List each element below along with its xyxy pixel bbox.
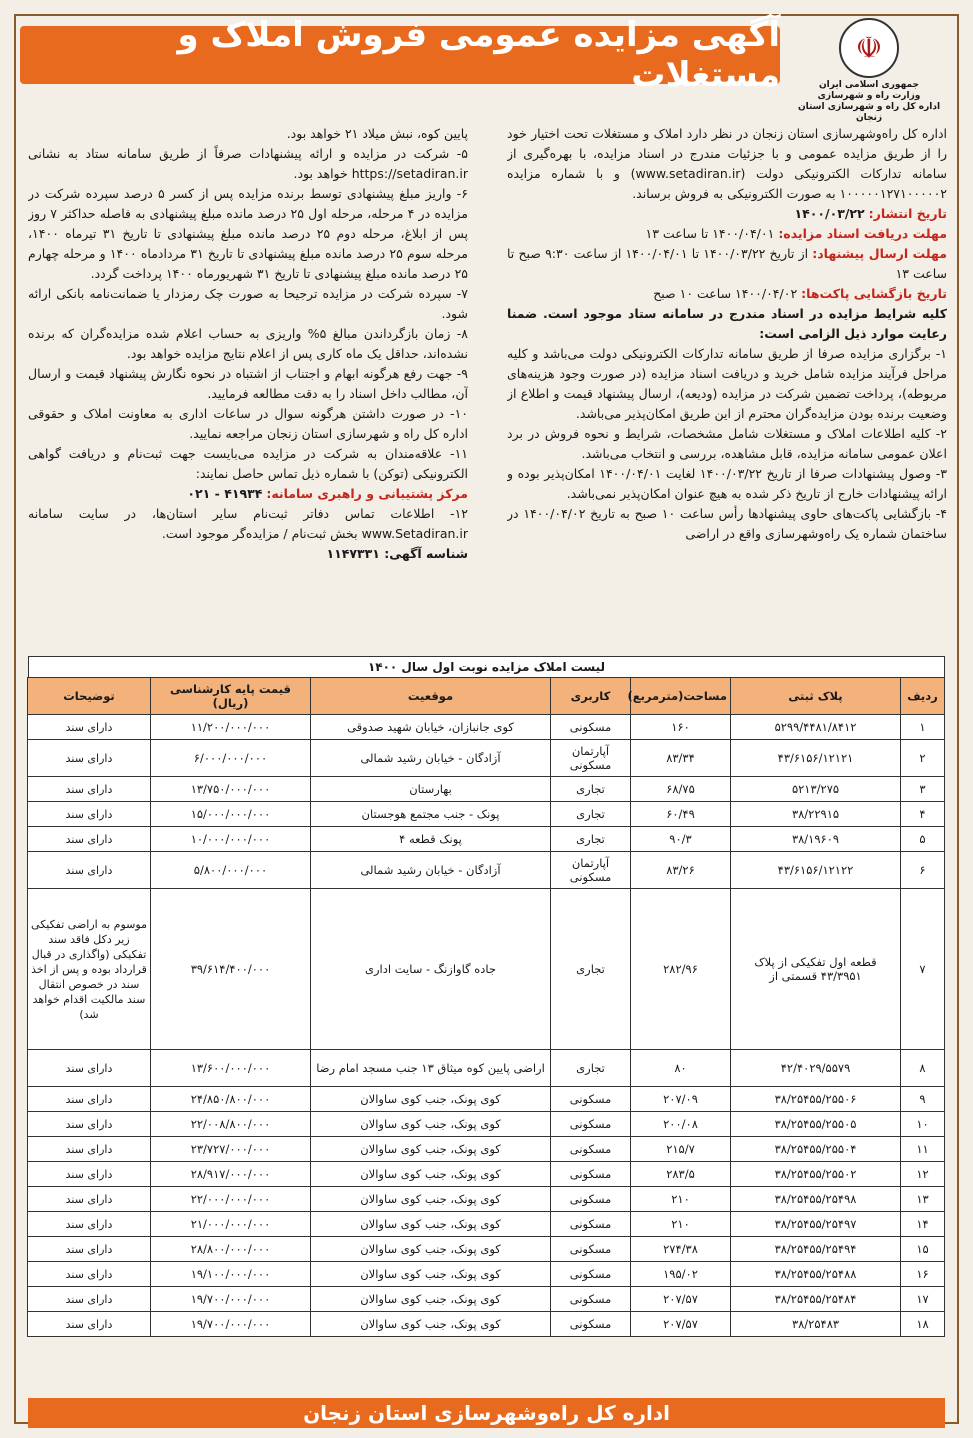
- column-header: توضیحات: [28, 678, 151, 715]
- right-column: [507, 124, 947, 644]
- table-cell: کوی پونک، جنب کوی ساوالان: [311, 1287, 551, 1312]
- table-cell: تجاری: [551, 802, 631, 827]
- org-line-3: اداره کل راه و شهرسازی استان زنجان: [797, 102, 941, 123]
- table-cell: ۹۰/۳: [631, 827, 731, 852]
- table-cell: ۴: [901, 802, 945, 827]
- table-row: [28, 1112, 945, 1137]
- table-cell: اراضی پایین کوه میثاق ۱۳ جنب مسجد امام رضا: [311, 1050, 551, 1087]
- table-cell: دارای سند: [28, 1162, 151, 1187]
- table-cell: مسکونی: [551, 1087, 631, 1112]
- table-cell: ۱۰: [901, 1112, 945, 1137]
- table-cell: ۲۷۴/۳۸: [631, 1237, 731, 1262]
- ad-header: [20, 15, 953, 123]
- table-cell: پونک - جنب مجتمع هوجستان: [311, 802, 551, 827]
- table-cell: ۳۸/۲۵۴۵۵/۲۵۵۰۶: [731, 1087, 901, 1112]
- table-cell: ۱۳/۷۵۰/۰۰۰/۰۰۰: [151, 777, 311, 802]
- left-column: [28, 124, 468, 644]
- column-header: قیمت پایه کارشناسی (ریال): [151, 678, 311, 715]
- table-cell: مسکونی: [551, 1287, 631, 1312]
- docs-deadline-label: مهلت دریافت اسناد مزایده:: [778, 226, 947, 241]
- table-cell: ۲۸/۸۰۰/۰۰۰/۰۰۰: [151, 1237, 311, 1262]
- table-cell: دارای سند: [28, 1087, 151, 1112]
- table-cell: مسکونی: [551, 1137, 631, 1162]
- table-cell: موسوم به اراضی تفکیکی زیر دکل فاقد سند تفکیکی (واگذاری در قبال قرارداد بوده و پس از اخذ سند در خصوص انتقال سند مالکیت اقدام خواهد شد): [28, 889, 151, 1050]
- table-cell: ۶۸/۷۵: [631, 777, 731, 802]
- opening-date: [507, 284, 947, 304]
- table-cell: ۱۳/۶۰۰/۰۰۰/۰۰۰: [151, 1050, 311, 1087]
- properties-table: [27, 677, 945, 1337]
- properties-table-wrap: [28, 656, 945, 1337]
- table-cell: ۳۸/۲۵۴۵۵/۲۵۵۰۲: [731, 1162, 901, 1187]
- table-cell: مسکونی: [551, 1237, 631, 1262]
- table-cell: ۲۰۷/۵۷: [631, 1287, 731, 1312]
- table-cell: کوی پونک، جنب کوی ساوالان: [311, 1087, 551, 1112]
- support-center: [28, 484, 468, 504]
- condition-item-12: ۱۲- اطلاعات تماس دفاتر ثبت‌نام سایر استان‌ها، در سایت سامانه www.Setadiran.ir بخش ثبت‌نام / مزایده‌گر موجود است.: [28, 506, 468, 541]
- org-line-1: جمهوری اسلامی ایران: [818, 80, 920, 90]
- table-cell: ۲۰۰/۰۸: [631, 1112, 731, 1137]
- table-cell: دارای سند: [28, 827, 151, 852]
- table-cell: آزادگان - خیابان رشید شمالی: [311, 852, 551, 889]
- condition-item-4-continued: پایین کوه، نبش میلاد ۲۱ خواهد بود.: [286, 126, 468, 141]
- table-cell: تجاری: [551, 777, 631, 802]
- table-cell: کوی پونک، جنب کوی ساوالان: [311, 1137, 551, 1162]
- condition-item-9: ۹- جهت رفع هرگونه ابهام و اجتناب از اشتباه در نحوه نگارش پیشنهاد قیمت و ارسال آن، مطالب داخل اسناد را به دقت مطالعه فرمایید.: [28, 366, 468, 401]
- publish-date: [507, 204, 947, 224]
- table-cell: ۳۸/۲۵۴۵۵/۲۵۴۸۸: [731, 1262, 901, 1287]
- table-cell: ۲۲/۰۰۰/۰۰۰/۰۰۰: [151, 1187, 311, 1212]
- table-cell: ۳۸/۲۲۹۱۵: [731, 802, 901, 827]
- footer-bar: اداره کل راه‌وشهرسازی استان زنجان: [28, 1398, 945, 1428]
- table-cell: ۸: [901, 1050, 945, 1087]
- table-cell: مسکونی: [551, 1162, 631, 1187]
- table-cell: ۳۸/۲۵۴۵۵/۲۵۵۰۵: [731, 1112, 901, 1137]
- table-row: [28, 1162, 945, 1187]
- table-row: [28, 852, 945, 889]
- opening-date-label: تاریخ بازگشایی پاکت‌ها:: [801, 286, 947, 301]
- table-row: [28, 777, 945, 802]
- table-cell: ۳۸/۲۵۴۵۵/۲۵۴۹۷: [731, 1212, 901, 1237]
- table-cell: ۱۹/۱۰۰/۰۰۰/۰۰۰: [151, 1262, 311, 1287]
- table-row: [28, 1087, 945, 1112]
- table-cell: قطعه اول تفکیکی از پلاک ۴۳/۳۹۵۱ قسمتی از: [731, 889, 901, 1050]
- table-cell: جاده گاوازنگ - سایت اداری: [311, 889, 551, 1050]
- table-cell: ۲۱۵/۷: [631, 1137, 731, 1162]
- publish-date-label: تاریخ انتشار:: [868, 206, 947, 221]
- condition-item-5: ۵- شرکت در مزایده و ارائه پیشنهادات صرفاً از طریق سامانه ستاد به نشانی https://setadiran.ir خواهد بود.: [28, 146, 468, 181]
- table-cell: ۶/۰۰۰/۰۰۰/۰۰۰: [151, 740, 311, 777]
- table-row: [28, 1287, 945, 1312]
- table-cell: ۵/۸۰۰/۰۰۰/۰۰۰: [151, 852, 311, 889]
- table-cell: ۱۶۰: [631, 715, 731, 740]
- table-cell: ۶۰/۴۹: [631, 802, 731, 827]
- table-row: [28, 827, 945, 852]
- table-cell: ۲۸۳/۵: [631, 1162, 731, 1187]
- table-row: [28, 889, 945, 1050]
- table-row: [28, 802, 945, 827]
- table-cell: ۴۳/۶۱۵۶/۱۲۱۲۲: [731, 852, 901, 889]
- table-cell: ۱۳: [901, 1187, 945, 1212]
- publish-date-value: ۱۴۰۰/۰۳/۲۲: [794, 206, 865, 221]
- table-cell: دارای سند: [28, 1237, 151, 1262]
- table-cell: ۱۱: [901, 1137, 945, 1162]
- table-cell: ۱۰/۰۰۰/۰۰۰/۰۰۰: [151, 827, 311, 852]
- table-cell: ۲: [901, 740, 945, 777]
- send-deadline-value: از تاریخ ۱۴۰۰/۰۳/۲۲ تا ۱۴۰۰/۰۴/۰۱ از ساعت ۹:۳۰ صبح تا ساعت ۱۳: [507, 246, 947, 281]
- table-cell: ۳۹/۶۱۴/۴۰۰/۰۰۰: [151, 889, 311, 1050]
- table-cell: دارای سند: [28, 1262, 151, 1287]
- ad-id: [28, 544, 468, 564]
- table-cell: دارای سند: [28, 1287, 151, 1312]
- table-cell: دارای سند: [28, 852, 151, 889]
- send-deadline: [507, 244, 947, 284]
- table-cell: ۲۱۰: [631, 1187, 731, 1212]
- docs-deadline-value: ۱۴۰۰/۰۴/۰۱ تا ساعت ۱۳: [645, 226, 775, 241]
- table-cell: ۳۸/۲۵۴۸۳: [731, 1312, 901, 1337]
- table-cell: ۲۸۲/۹۶: [631, 889, 731, 1050]
- table-cell: ۴۳/۶۱۵۶/۱۲۱۲۱: [731, 740, 901, 777]
- table-cell: مسکونی: [551, 1112, 631, 1137]
- table-cell: آپارتمان مسکونی: [551, 740, 631, 777]
- table-cell: کوی پونک، جنب کوی ساوالان: [311, 1162, 551, 1187]
- table-cell: ۳۸/۲۵۴۵۵/۲۵۴۹۴: [731, 1237, 901, 1262]
- table-cell: ۱۸: [901, 1312, 945, 1337]
- table-cell: مسکونی: [551, 1262, 631, 1287]
- ad-id-label: شناسه آگهی:: [384, 546, 468, 561]
- table-cell: ۳۸/۲۵۴۵۵/۲۵۴۹۸: [731, 1187, 901, 1212]
- table-cell: کوی پونک، جنب کوی ساوالان: [311, 1237, 551, 1262]
- table-cell: دارای سند: [28, 1212, 151, 1237]
- table-cell: ۲۲/۰۰۸/۸۰۰/۰۰۰: [151, 1112, 311, 1137]
- table-cell: ۱۹/۷۰۰/۰۰۰/۰۰۰: [151, 1287, 311, 1312]
- table-cell: ۵۲۹۹/۴۴۸۱/۸۴۱۲: [731, 715, 901, 740]
- table-cell: ۸۳/۳۴: [631, 740, 731, 777]
- table-cell: ۱۵: [901, 1237, 945, 1262]
- table-cell: ۱: [901, 715, 945, 740]
- table-cell: ۹: [901, 1087, 945, 1112]
- column-header: ردیف: [901, 678, 945, 715]
- column-header: موقعیت: [311, 678, 551, 715]
- ad-id-value: ۱۱۴۷۳۳۱: [326, 546, 380, 561]
- table-cell: ۱۶: [901, 1262, 945, 1287]
- table-caption: لیست املاک مزایده نوبت اول سال ۱۴۰۰: [28, 656, 945, 677]
- table-cell: ۸۳/۲۶: [631, 852, 731, 889]
- org-line-2: وزارت راه و شهرسازی: [817, 91, 921, 101]
- table-cell: ۱۵/۰۰۰/۰۰۰/۰۰۰: [151, 802, 311, 827]
- table-cell: ۱۱/۲۰۰/۰۰۰/۰۰۰: [151, 715, 311, 740]
- table-cell: ۲۱/۰۰۰/۰۰۰/۰۰۰: [151, 1212, 311, 1237]
- support-center-phone: ۴۱۹۳۴ - ۰۲۱: [187, 486, 263, 501]
- table-cell: ۵: [901, 827, 945, 852]
- table-cell: دارای سند: [28, 1112, 151, 1137]
- table-cell: آزادگان - خیابان رشید شمالی: [311, 740, 551, 777]
- column-header: کاربری: [551, 678, 631, 715]
- table-cell: ۲۱۰: [631, 1212, 731, 1237]
- table-cell: ۱۹۵/۰۲: [631, 1262, 731, 1287]
- organization-logo: [785, 18, 953, 123]
- table-cell: ۵۲۱۳/۲۷۵: [731, 777, 901, 802]
- table-row: [28, 1187, 945, 1212]
- table-cell: دارای سند: [28, 1137, 151, 1162]
- condition-item-11: ۱۱- علاقه‌مندان به شرکت در مزایده می‌بایست جهت ثبت‌نام و دریافت گواهی الکترونیکی (توکن) با شماره ذیل تماس حاصل نمایند:: [28, 446, 468, 481]
- table-cell: بهارستان: [311, 777, 551, 802]
- table-row: [28, 1312, 945, 1337]
- table-row: [28, 1050, 945, 1087]
- table-cell: دارای سند: [28, 715, 151, 740]
- table-cell: ۶: [901, 852, 945, 889]
- table-cell: کوی پونک، جنب کوی ساوالان: [311, 1187, 551, 1212]
- condition-item-3: ۳- وصول پیشنهادات صرفا از تاریخ ۱۴۰۰/۰۳/۲۲ لغایت ۱۴۰۰/۰۴/۰۱ امکان‌پذیر بوده و ارائه پیشنهادات خارج از تاریخ ذکر شده به هیچ عنوان امکان‌پذیر نمی‌باشد.: [507, 466, 947, 501]
- intro-paragraph: اداره کل راه‌وشهرسازی استان زنجان در نظر دارد املاک و مستغلات تحت اختیار خود را از طریق مزایده عمومی و با جزئیات مندرج در اسناد مزایده، با بهره‌گیری از سامانه تدارکات الکترونیکی دولت (www.setadiran.ir) و با شماره مزایده ۱۰۰۰۰۰۱۲۷۱۰۰۰۰۰۲ به صورت الکترونیکی به فروش برساند.: [507, 126, 947, 201]
- table-cell: مسکونی: [551, 1187, 631, 1212]
- table-cell: ۱۷: [901, 1287, 945, 1312]
- condition-item-6: ۶- واریز مبلغ پیشنهادی توسط برنده مزایده پس از کسر ۵ درصد سپرده شرکت در مزایده در ۴ مرحله، مرحله اول ۲۵ درصد مانده مبلغ پیشنهادی به فاصله حداکثر ۷ روز پس از ابلاغ، مرحله دوم ۲۵ درصد مانده مبلغ پیشنهادی تا تاریخ ۳۱ تیرماه ۱۴۰۰، مرحله سوم ۲۵ درصد مانده مبلغ پیشنهادی تا تاریخ ۳۱ مردادماه ۱۴۰۰ و مرحله چهارم ۲۵ درصد مانده مبلغ پیشنهادی تا تاریخ ۳۱ شهریورماه ۱۴۰۰ پرداخت گردد.: [28, 186, 468, 281]
- column-header: پلاک ثبتی: [731, 678, 901, 715]
- table-cell: کوی پونک، جنب کوی ساوالان: [311, 1312, 551, 1337]
- opening-date-value: ۱۴۰۰/۰۴/۰۲ ساعت ۱۰ صبح: [653, 286, 798, 301]
- table-cell: دارای سند: [28, 777, 151, 802]
- table-row: [28, 1262, 945, 1287]
- table-row: [28, 1237, 945, 1262]
- table-cell: ۲۸/۹۱۷/۰۰۰/۰۰۰: [151, 1162, 311, 1187]
- table-cell: دارای سند: [28, 740, 151, 777]
- condition-item-7: ۷- سپرده شرکت در مزایده ترجیحا به صورت چک رمزدار یا ضمانت‌نامه بانکی ارائه شود.: [28, 286, 468, 321]
- table-cell: دارای سند: [28, 1187, 151, 1212]
- table-cell: ۱۴: [901, 1212, 945, 1237]
- table-cell: مسکونی: [551, 715, 631, 740]
- table-cell: پونک قطعه ۴: [311, 827, 551, 852]
- table-cell: ۳۸/۱۹۶۰۹: [731, 827, 901, 852]
- table-cell: ۳۸/۲۵۴۵۵/۲۵۵۰۴: [731, 1137, 901, 1162]
- table-cell: کوی پونک، جنب کوی ساوالان: [311, 1212, 551, 1237]
- table-cell: ۲۳/۷۲۷/۰۰۰/۰۰۰: [151, 1137, 311, 1162]
- table-row: [28, 715, 945, 740]
- table-cell: ۸۰: [631, 1050, 731, 1087]
- table-cell: مسکونی: [551, 1312, 631, 1337]
- ad-title: آگهی مزایده عمومی فروش املاک و مستغلات: [20, 26, 780, 84]
- table-cell: ۳: [901, 777, 945, 802]
- condition-item-2: ۲- کلیه اطلاعات املاک و مستغلات شامل مشخصات، شرایط و نحوه فروش در برد اعلان عمومی سامانه مزایده، قابل مشاهده، بررسی و انتخاب می‌باشد.: [507, 426, 947, 461]
- send-deadline-label: مهلت ارسال پیشنهاد:: [812, 246, 947, 261]
- condition-item-10: ۱۰- در صورت داشتن هرگونه سوال در ساعات اداری به معاونت املاک و حقوقی اداره کل راه و شهرسازی استان زنجان مراجعه نمایید.: [28, 406, 468, 441]
- table-cell: دارای سند: [28, 1050, 151, 1087]
- table-cell: ۲۰۷/۵۷: [631, 1312, 731, 1337]
- table-cell: ۱۹/۷۰۰/۰۰۰/۰۰۰: [151, 1312, 311, 1337]
- table-cell: ۱۲: [901, 1162, 945, 1187]
- table-body: [28, 715, 945, 1337]
- table-cell: آپارتمان مسکونی: [551, 852, 631, 889]
- table-cell: ۲۰۷/۰۹: [631, 1087, 731, 1112]
- table-cell: مسکونی: [551, 1212, 631, 1237]
- organization-name: [785, 80, 953, 124]
- table-cell: تجاری: [551, 827, 631, 852]
- table-cell: کوی جانبازان، خیابان شهید صدوقی: [311, 715, 551, 740]
- condition-item-8: ۸- زمان بازگرداندن مبالغ ۵% واریزی به حساب اعلام شده مزایده‌گران که برنده نشده‌اند، حداقل یک ماه کاری پس از اعلام نتایج مزایده خواهد بود.: [28, 326, 468, 361]
- table-cell: دارای سند: [28, 1312, 151, 1337]
- table-cell: کوی پونک، جنب کوی ساوالان: [311, 1112, 551, 1137]
- table-cell: تجاری: [551, 889, 631, 1050]
- iran-emblem-icon: ☫: [839, 18, 899, 78]
- column-header: مساحت(مترمربع): [631, 678, 731, 715]
- table-cell: ۷: [901, 889, 945, 1050]
- table-row: [28, 1137, 945, 1162]
- table-cell: ۳۸/۲۵۴۵۵/۲۵۴۸۴: [731, 1287, 901, 1312]
- conditions-notice: کلیه شرایط مزایده در اسناد مندرج در سامانه ستاد موجود است. ضمنا رعایت موارد ذیل الزامی است:: [507, 306, 947, 341]
- condition-item-1: ۱- برگزاری مزایده صرفا از طریق سامانه تدارکات الکترونیکی دولت می‌باشد و کلیه مراحل فرآیند مزایده شامل خرید و دریافت اسناد مزایده (در صورت وجود هزینه‌های مربوطه)، پرداخت تضمین شرکت در مزایده (ودیعه)، ارسال پیشنهاد قیمت و اطلاع از وضعیت برنده بودن مزایده‌گران محترم از این طریق امکان‌پذیر می‌باشد.: [507, 346, 947, 421]
- table-cell: دارای سند: [28, 802, 151, 827]
- docs-deadline: [507, 224, 947, 244]
- table-row: [28, 740, 945, 777]
- table-cell: ۴۲/۴۰۲۹/۵۵۷۹: [731, 1050, 901, 1087]
- table-row: [28, 1212, 945, 1237]
- table-cell: تجاری: [551, 1050, 631, 1087]
- condition-item-4: ۴- بازگشایی پاکت‌های حاوی پیشنهادها رأس ساعت ۱۰ صبح به تاریخ ۱۴۰۰/۰۴/۰۲ در ساختمان شماره یک راه‌وشهرسازی واقع در اراضی: [507, 506, 947, 541]
- support-center-label: مرکز پشتیبانی و راهبری سامانه:: [266, 486, 468, 501]
- table-cell: کوی پونک، جنب کوی ساوالان: [311, 1262, 551, 1287]
- table-header-row: [28, 678, 945, 715]
- table-cell: ۲۴/۸۵۰/۸۰۰/۰۰۰: [151, 1087, 311, 1112]
